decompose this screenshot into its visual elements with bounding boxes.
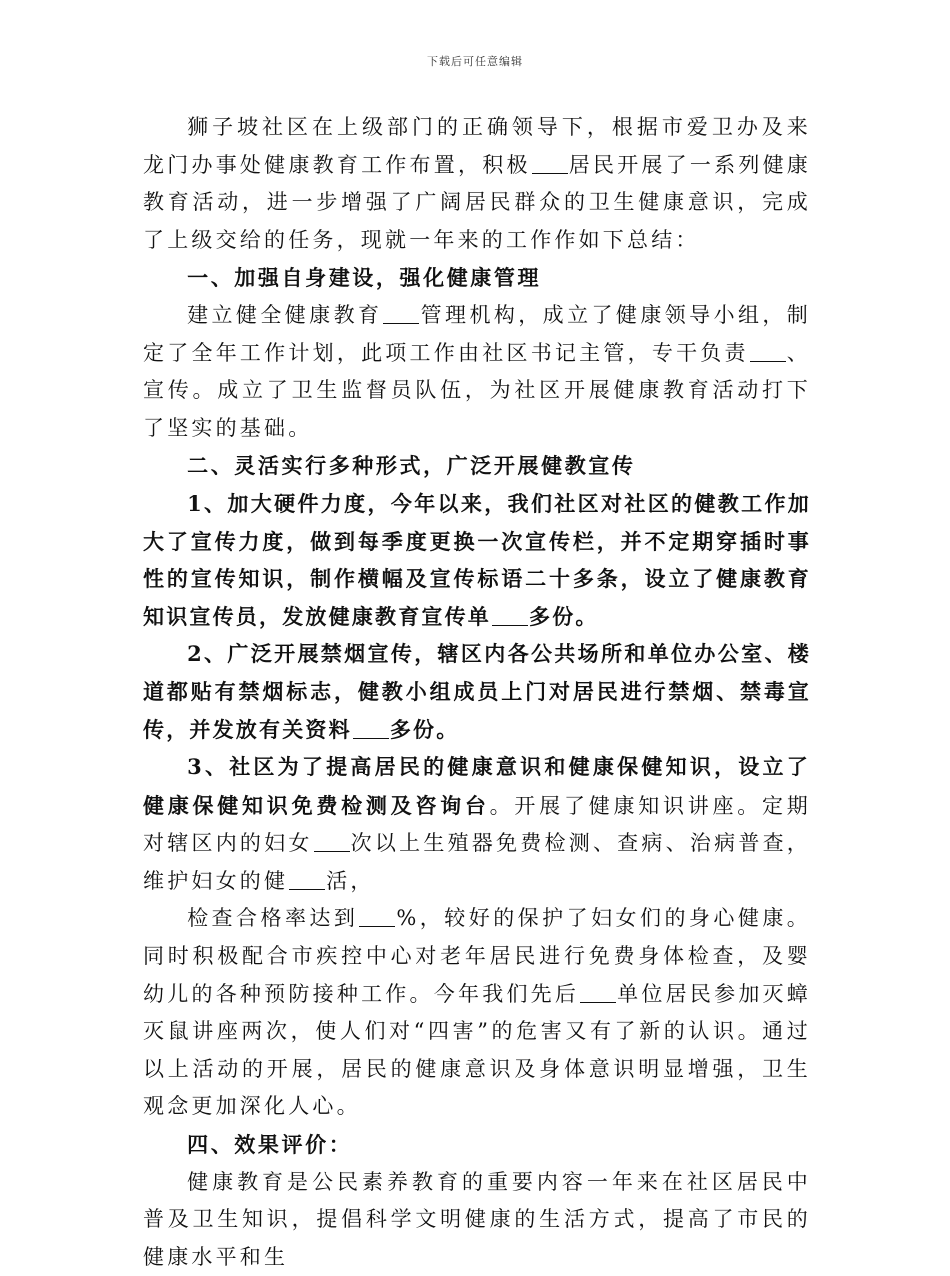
item-3-text-3: 活， (326, 868, 375, 893)
item-2-text-2: 多份。 (389, 716, 460, 742)
fill-blank (580, 982, 616, 1003)
continuation-text-2: %，较好的保护了妇女们的身心健康。同时积极配合市疾控中心对老年居民进行免费身体检查，及婴幼儿的各种预防接种工作。今年我们先后 (143, 906, 811, 1006)
section-4-paragraph: 健康教育是公民素养教育的重要内容一年来在社区居民中普及卫生知识，提倡科学文明健康的生活方式，提高了市民的健康水平和生 (143, 1169, 811, 1269)
item-1-text-2: 多份。 (529, 603, 599, 629)
intro-paragraph (143, 109, 811, 259)
item-2-text-1: 2、广泛开展禁烟宣传，辖区内各公共场所和单位办公室、楼道都贴有禁烟标志，健教小组成员上门对居民进行禁烟、禁毒宣传，并发放有关资料 (143, 641, 811, 742)
section-2-item-3 (143, 748, 811, 900)
continuation-text-1: 检查合格率达到 (187, 906, 359, 931)
fill-blank (532, 153, 568, 174)
section-1-text-3: 、宣传。成立了卫生监督员队伍，为社区开展健康教育活动打下了坚实的基础。 (143, 340, 811, 440)
section-1-heading: 一、加强自身建设，强化健康管理 (187, 265, 542, 291)
document-body (143, 109, 811, 1276)
fill-blank (314, 831, 350, 852)
fill-blank (383, 303, 419, 324)
continuation-paragraph (143, 900, 811, 1126)
page-header-note: 下载后可任意编辑 (427, 55, 523, 68)
item-1-text-1: 1、加大硬件力度，今年以来，我们社区对社区的健教工作加大了宣传力度，做到每季度更换一次宣传栏，并不定期穿插时事性的宣传知识，制作横幅及宣传标语二十多条，设立了健康教育知识宣传员，发放健康教育宣传单 (143, 490, 811, 629)
intro-text-1: 狮子坡社区在上级部门的正确领导下，根据市爱卫办及来龙门办事处健康教育工作布置，积极 (143, 115, 811, 177)
section-2-item-1 (143, 485, 811, 635)
fill-blank (750, 341, 786, 362)
fill-blank (353, 718, 389, 739)
intro-text-2: 居民开展了一系列健康教育活动，进一步增强了广阔居民群众的卫生健康意识，完成了上级交给的任务，现就一年来的工作作如下总结： (143, 152, 812, 252)
fill-blank (289, 869, 325, 890)
item-3-bold-text: 3、社区为了提高居民的健康意识和健康保健知识，设立了健康保健知识免费检测及咨询台 (143, 754, 811, 818)
item-3-text-2: 次以上生殖器免费检测、查病、治病普查，维护妇女的健 (143, 831, 811, 893)
section-1-text-2: 管理机构，成立了健康领导小组，制定了全年工作计划，此项工作由社区书记主管，专干负责 (143, 302, 812, 365)
section-2-heading: 二、灵活实行多种形式，广泛开展健教宣传 (187, 453, 636, 479)
section-2-item-2 (143, 635, 811, 748)
continuation-text-3: 单位居民参加灭蟑灭鼠讲座两次，使人们对“四害”的危害又有了新的认识。通过以上活动的开展，居民的健康意识及身体意识明显增强，卫生观念更加深化人心。 (143, 981, 811, 1119)
fill-blank (492, 605, 528, 626)
section-1-paragraph (143, 297, 811, 447)
section-4-heading: 四、效果评价： (187, 1132, 353, 1158)
fill-blank (359, 906, 395, 927)
section-1-text-1: 建立健全健康教育 (187, 302, 383, 327)
item-3-text-1: 。开展了健康知识讲座。定期对辖区内的妇女 (143, 793, 811, 856)
